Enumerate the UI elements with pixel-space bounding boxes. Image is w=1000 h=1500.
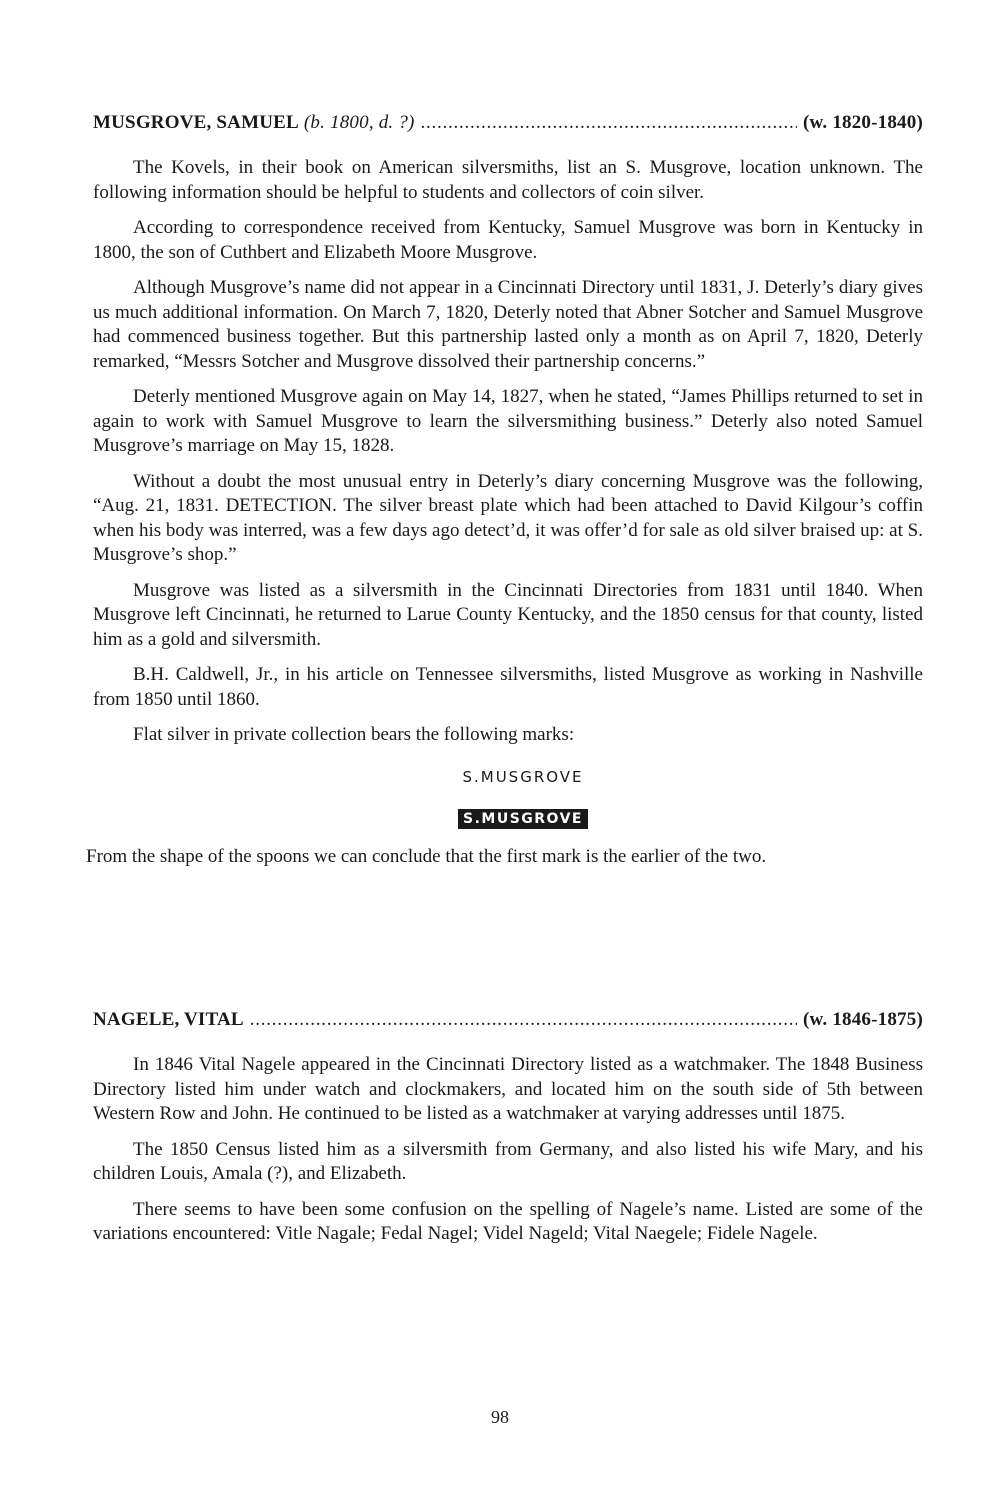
paragraph: Without a doubt the most unusual entry in Deterly’s diary concerning Musgrove was the following, “Aug. 21, 1831. DETECTION. The silver breast plate which had been attached to David Kilgour’s coffin when his body was interred, was a few days ago detect’d, it was offer’d for sale as old silver braised up: at S. Musgrove’s shop.” [93,470,923,565]
page-number: 98 [491,1407,509,1427]
entry-name: NAGELE, VITAL [93,1009,244,1030]
entry-lifespan: (b. 1800, d. ?) [303,112,415,133]
dot-leader [250,1009,797,1031]
page-body [86,112,923,1247]
entry-heading-nagele [93,1009,923,1031]
paragraph: Deterly mentioned Musgrove again on May 14, 1827, when he stated, “James Phillips returned to set in again to work with Samuel Musgrove to learn the silversmithing business.” Deterly also noted Samuel Musgrove’s marriage on May 15, 1828. [93,386,923,456]
paragraph: Flat silver in private collection bears the following marks: [133,724,575,745]
conclusion-text: From the shape of the spoons we can conclude that the first mark is the earlier of the two. [86,845,767,867]
paragraph: There seems to have been some confusion on the spelling of Nagele’s name. Listed are some of the variations encountered: Vitle Nagale; Fedal Nagel; Videl Nageld; Vital Naegele; Fidele Nagele. [93,1198,923,1244]
maker-mark-1: S.MUSGROVE [462,767,584,786]
maker-mark-2: S.MUSGROVE [458,809,588,829]
paragraph: The 1850 Census listed him as a silversmith from Germany, and also listed his wife Mary, and his children Louis, Amala (?), and Elizabeth. [93,1138,923,1184]
paragraph: Although Musgrove’s name did not appear in a Cincinnati Directory until 1831, J. Deterly’s diary gives us much additional information. On March 7, 1820, Deterly noted that Abner Sotcher and Samuel Musgrove had commenced business together. But this partnership lasted only a month as on April 7, 1820, Deterly remarked, “Messrs Sotcher and Musgrove dissolved their partnership concerns.” [93,277,923,372]
entry-working-dates: (w. 1820-1840) [803,112,923,133]
dot-leader [421,112,797,134]
entry-body-musgrove [93,156,923,748]
entry-working-dates: (w. 1846-1875) [803,1009,923,1030]
entry-name: MUSGROVE, SAMUEL [93,112,299,133]
entry-body-nagele [93,1053,923,1247]
paragraph: The Kovels, in their book on American silversmiths, list an S. Musgrove, location unknown. The following information should be helpful to students and collectors of coin silver. [93,157,923,203]
paragraph: In 1846 Vital Nagele appeared in the Cincinnati Directory listed as a watchmaker. The 1848 Business Directory listed him under watch and clockmakers, and located him on the south side of 5th between Western Row and John. He continued to be listed as a watchmaker at varying addresses until 1875. [93,1054,923,1124]
paragraph: According to correspondence received from Kentucky, Samuel Musgrove was born in Kentucky in 1800, the son of Cuthbert and Elizabeth Moore Musgrove. [93,217,923,263]
silver-marks [93,768,923,829]
entry-heading-musgrove [93,112,923,134]
paragraph: B.H. Caldwell, Jr., in his article on Tennessee silversmiths, listed Musgrove as working in Nashville from 1850 until 1860. [93,664,923,710]
paragraph: Musgrove was listed as a silversmith in the Cincinnati Directories from 1831 until 1840. When Musgrove left Cincinnati, he returned to Larue County Kentucky, and the 1850 census for that county, listed him as a gold and silversmith. [93,579,923,650]
entry-nagele [93,1009,923,1247]
